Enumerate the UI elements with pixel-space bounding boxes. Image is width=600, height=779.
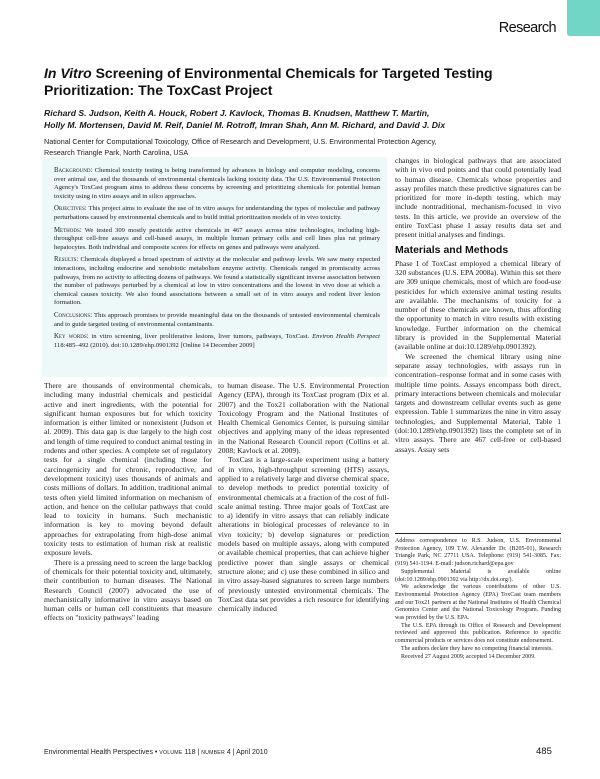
issue-date: 4 | April 2010	[224, 749, 268, 756]
volume-label: VOLUME	[159, 750, 183, 756]
page-number: 485	[536, 746, 552, 757]
abstract-keywords	[54, 333, 380, 350]
received-date-note: Received 27 August 2009; accepted 14 December 2009.	[401, 653, 536, 660]
section-heading-materials-methods: Materials and Methods	[395, 243, 509, 256]
body-paragraph: There is a pressing need to screen the large backlog of chemicals for their potential toxicity and, ultimately, their contribution to human diseases. The National Research Council (2007) advocated the use of mechanistically informative in vitro assays based on human cells or human cell constituents that measure effects on "toxicity pathways" leading	[44, 557, 212, 623]
competing-interests-note: The authors declare they have no competing financial interests.	[401, 645, 553, 652]
section-label: Research	[498, 20, 556, 36]
footer-separator: •	[152, 749, 160, 756]
volume-value: 118 |	[182, 749, 202, 756]
results-label: Results:	[54, 256, 79, 264]
author-list	[44, 107, 544, 131]
conclusions-label: Conclusions:	[54, 311, 93, 319]
affiliation	[44, 137, 554, 158]
abstract-background	[54, 167, 380, 201]
authors-line-1: Richard S. Judson, Keith A. Houck, Robert J. Kavlock, Thomas B. Knudsen, Matthew T. Martin,	[44, 108, 430, 118]
supplemental-note: Supplemental Material is available online (doi:10.1289/ehp.0901392 via http://dx.doi.org/).	[395, 568, 561, 583]
abstract-objectives	[54, 205, 380, 222]
keywords-label: Key words:	[54, 333, 89, 341]
methods-label: Methods:	[54, 226, 82, 234]
body-paragraph: Phase I of ToxCast employed a chemical library of 320 substances (U.S. EPA 2008a). Within this set there are 309 unique chemicals, most of which are food-use pesticides for which extensive animal testing results are available. The mechanisms of toxicity for a number of these chemicals are known, thus affording the opportunity to match in vitro results with existing knowledge. Further information on the chemical library is provided in the Supplemental Material (available online at doi:10.1289/ehp.0901392).	[395, 258, 561, 352]
body-paragraph: to human disease. The U.S. Environmental Protection Agency (EPA), through its ToxCast program (Dix et al. 2007) and the Tox21 collaboration with the National Toxicology Program and the National Institutes of Health Chemical Genomics Center, is pursuing similar objectives and applying many of the ideas represented in the National Research Council report (Collins et al. 2008; Kavlock et al. 2009).	[218, 381, 389, 456]
body-paragraph: We screened the chemical library using nine separate assay technologies, with assays run in concentration–response format and in some cases with multiple time points. Assays encompass both direct, primary interactions between chemicals and molecular targets and downstream cellular events such as gene expression. Table 1 summarizes the nine in vitro assay technologies, and Supplemental Material, Table 1 (doi:10.1289/ehp.0901392) lists the complete set of in vitro assays. There are 467 cell-free or cell-based assays. Assay sets	[395, 351, 561, 454]
affiliation-line-1: National Center for Computational Toxicology, Office of Research and Development, U.S. Environmental Protection Agency,	[44, 137, 437, 146]
citation-journal: Environ Health Perspect	[312, 333, 380, 341]
body-column-1	[44, 381, 212, 623]
conclusions-text: This approach promises to provide meaningful data on the thousands of untested environmental chemicals and to guide targeted testing of environmental contaminants.	[54, 311, 380, 328]
body-paragraph: There are thousands of environmental chemicals, including many industrial chemicals and pesticidal active and inert ingredients, with the potential for significant human exposures but for which toxicity information is either limited or nonexistent (Judson et al. 2009). This data gap is due largely to the high cost and length of time required to conduct animal testing in rodents and other species. A complete set of regulatory tests for a single chemical (including those for carcinogenicity and for chronic, reproductive, and development toxicity) uses thousands of animals and costs millions of dollars. In addition, traditional animal tests often yield limited information on mechanism of action, and hence on the cellular pathways that could lead to toxicity in humans. Such mechanistic information is key to moving beyond default approaches for extrapolating from high-dose animal toxicity tests to estimation of human risk at realistic exposure levels.	[44, 381, 212, 558]
page-footer	[44, 749, 268, 756]
title-italic: In Vitro	[44, 65, 92, 81]
article-title	[44, 65, 514, 98]
abstract-box	[42, 157, 387, 377]
keywords-text: in vitro screening, liver proliferative lesions, liver tumors, pathways, ToxCast.	[88, 333, 310, 341]
section-color-tab	[567, 0, 600, 36]
results-text: Chemicals displayed a broad spectrum of activity at the molecular and pathway levels. We saw many expected interactions, including endocrine and xenobiotic metabolism enzyme activity. Chemicals ranged in promiscuity across pathways, from no activity to affecting dozens of pathways. We found a statistically significant inverse association between the number of pathways perturbed by a chemical at low in vitro concentrations and the lowest in vivo dose at which a chemical causes toxicity. We also found associations between a small set of in vitro assays and rodent liver lesion formation.	[54, 256, 380, 307]
body-column-2	[218, 381, 389, 613]
abstract-conclusions	[54, 312, 380, 329]
correspondence-note: Address correspondence to R.S. Judson, U.S. Environmental Protection Agency, 109 T.W. Alexander Dr. (B205-01), Research Triangle Park, NC 27711 USA. Telephone: (919) 541-3085. Fax: (919) 541-1194. E-mail: judson.richard@epa.gov	[395, 538, 561, 568]
body-paragraph: ToxCast is a large-scale experiment using a battery of in vitro, high-throughput screening (HTS) assays, applied to a relatively large and diverse chemical space, to develop methods to predict potential toxicity of environmental chemicals at a fraction of the cost of full-scale animal testing. Three major goals of ToxCast are to a) identify in vitro assays that can reliably indicate alterations in biological processes of relevance to in vivo toxicity; b) develop signatures or prediction models based on multiple assays, along with computed or available chemical properties, that can achieve higher predictive power than single assays or chemical structure alone; and c) use these combined in silico and in vitro assay-based signatures to screen large numbers of previously untested environmental chemicals. The ToxCast data set provides a rich resource for identifying chemically induced	[218, 455, 389, 614]
methods-text: We tested 309 mostly pesticide active chemicals in 467 assays across nine technologies, including high-throughput cell-free assays and cell-based assays, in multiple human primary cells and cell lines plus rat primary hepatocytes. Both individual and composite scores for effects on genes and pathways were analyzed.	[54, 226, 380, 251]
abstract-results	[54, 256, 380, 308]
background-label: Background:	[54, 167, 93, 174]
objectives-text: This project aims to evaluate the use of in vitro assays for understanding the types of molecular and pathway perturbations caused by environmental chemicals and to build initial prioritization models of in vivo toxicity.	[54, 205, 380, 221]
journal-name: Environmental Health Perspectives	[44, 749, 153, 756]
footnotes	[395, 533, 561, 661]
body-column-3	[395, 156, 561, 454]
background-text: Chemical toxicity testing is being transformed by advances in biology and computer modeling, concerns over animal use, and the thousands of environmental chemicals lacking toxicity data. The U.S. Environmental Protection Agency's ToxCast program aims to address these concerns by screening and prioritizing chemicals for potential human toxicity using in vitro assays and in silico approaches.	[54, 167, 380, 200]
disclaimer-note: The U.S. EPA through its Office of Research and Development reviewed and approved this publication. Reference to specific commercial products or services does not constitute endorsement.	[395, 622, 561, 645]
authors-line-2: Holly M. Mortensen, David M. Reif, Daniel M. Rotroff, Imran Shah, Ann M. Richard, and David J. Dix	[44, 120, 446, 130]
title-rest: Screening of Environmental Chemicals for Targeted Testing Prioritization: The ToxCast Project	[44, 65, 493, 98]
objectives-label: Objectives:	[54, 205, 87, 213]
number-label: NUMBER	[201, 750, 225, 756]
body-paragraph: changes in biological pathways that are associated with in vivo end points and that could potentially lead to human disease. Chemicals whose properties and assay profiles match these predictive signatures can be prioritized for more in-depth testing, which may include nontraditional, mechanism-focused in vivo tests. In this article, we provide an overview of the entire ToxCast phase I assay results data set and present initial analyses and findings.	[395, 156, 561, 240]
affiliation-line-2: Research Triangle Park, North Carolina, USA	[44, 147, 189, 157]
citation-details[interactable]: 118:485–492 (2010). doi:10.1289/ehp.0901392 [Online 14 December 2009]	[54, 341, 255, 349]
acknowledgment-note: We acknowledge the various contributions of other U.S. Environmental Protection Agency (EPA) ToxCast team members and our Tox21 partners at the National Institutes of Health Chemical Genomics Center and the National Toxicology Program. Funding was provided by the U.S. EPA.	[395, 584, 561, 622]
abstract-methods	[54, 227, 380, 253]
